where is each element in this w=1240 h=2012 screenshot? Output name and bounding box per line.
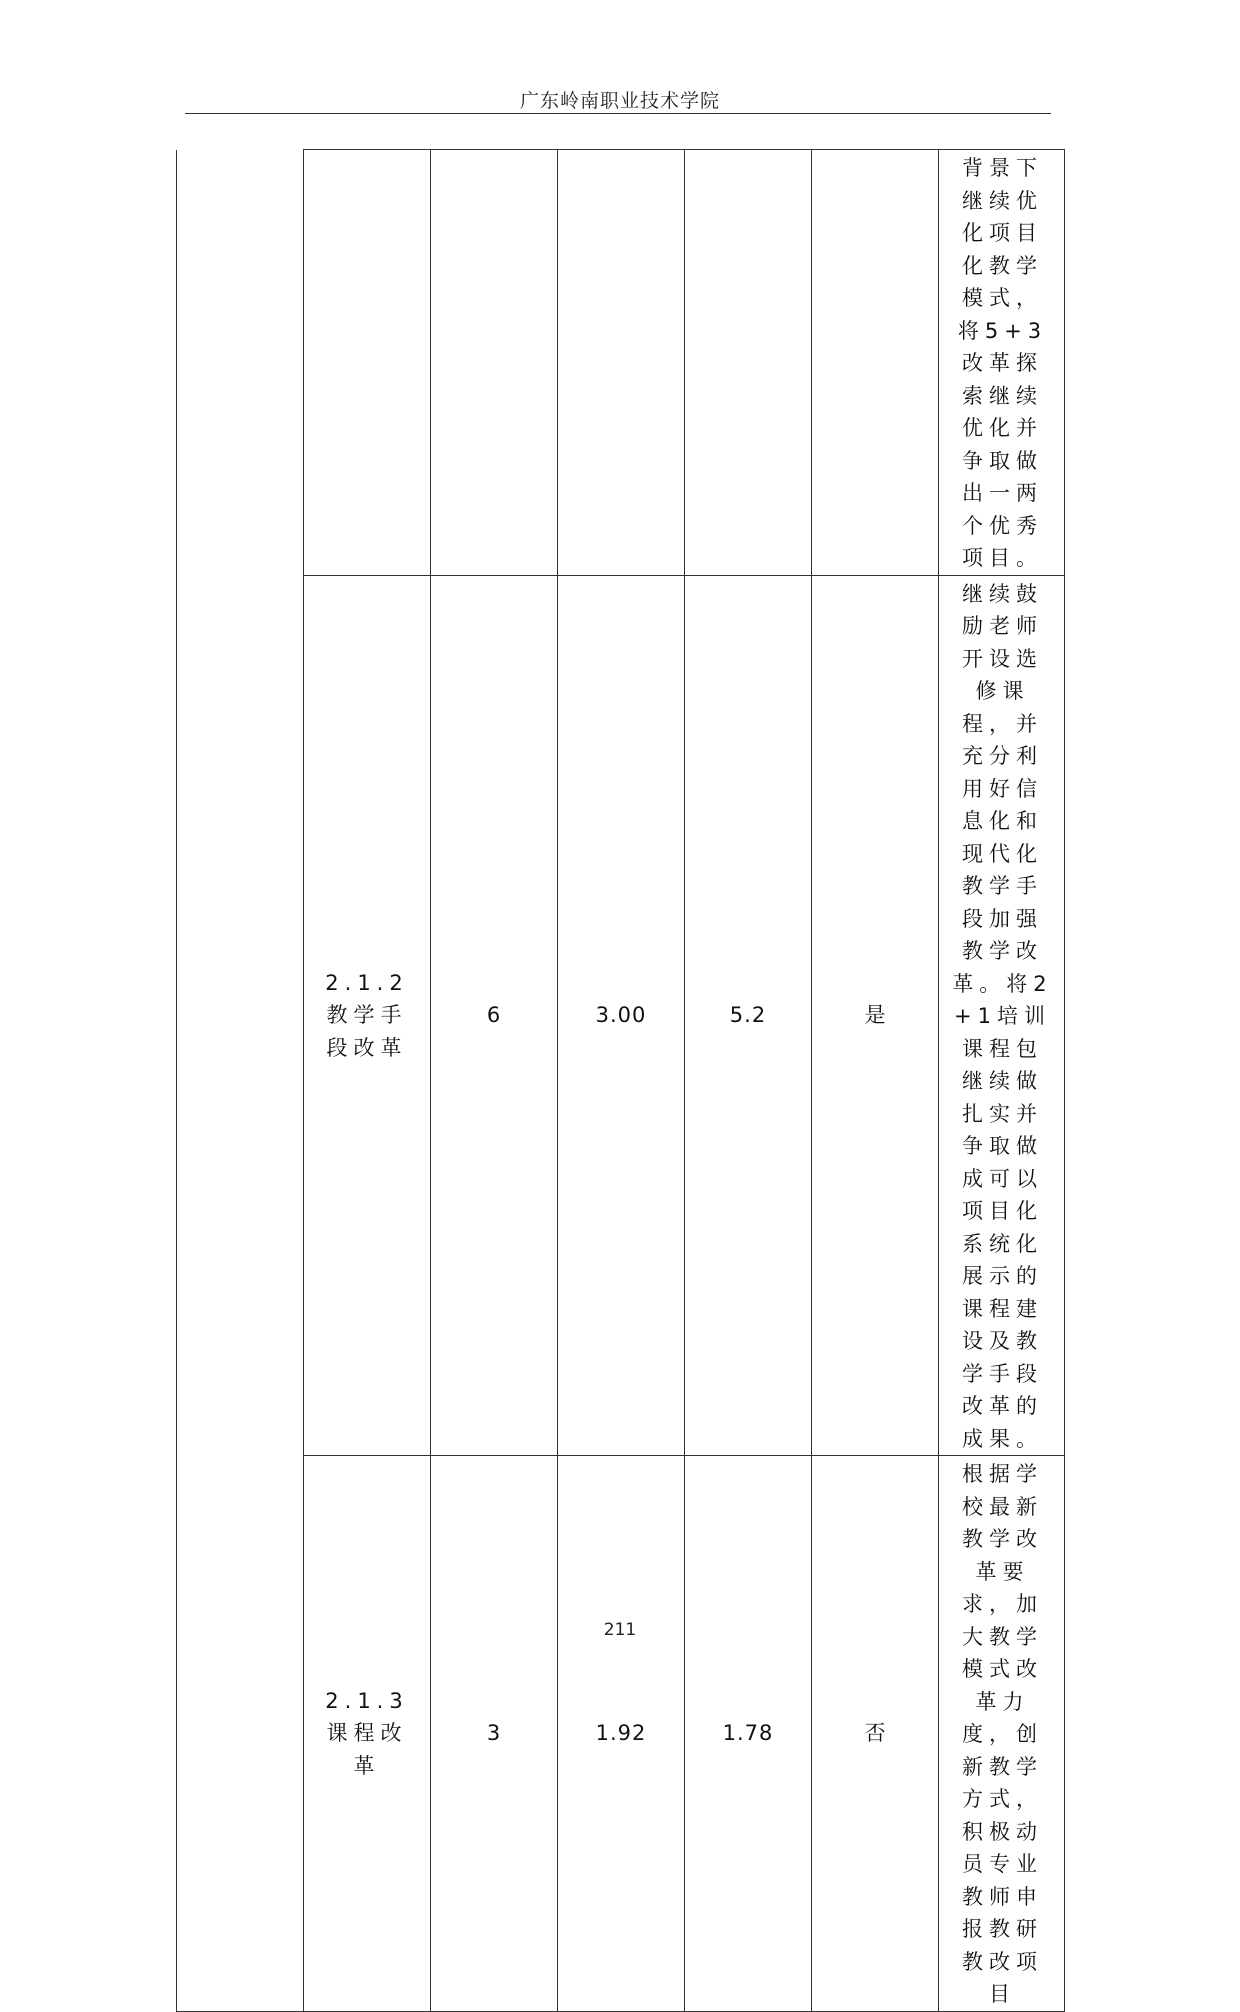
item-cell: 2.1.3课程改革 [304,1456,431,2012]
note-cell: 背景下继续优化项目化教学模式，将5+3改革探索继续优化并争取做出一两个优秀项目。 [939,150,1065,576]
target-cell [431,150,558,576]
note-cell: 继续鼓励老师开设选修课程，并充分利用好信息化和现代化教学手段加强教学改革。将2+1培训课程包继续做扎实并争取做成可以项目化系统化展示的课程建设及教学手段改革的成果。 [939,575,1065,1456]
item-cell [304,150,431,576]
value-a-cell: 3.00 [558,575,685,1456]
report-table [176,149,1065,2012]
value-b-cell [685,150,812,576]
value-a-cell [558,150,685,576]
table-row [177,1456,1065,2012]
target-cell: 6 [431,575,558,1456]
table-row [177,150,1065,576]
achieved-cell: 是 [812,575,939,1456]
achieved-cell [812,150,939,576]
note-cell: 根据学校最新教学改革要求，加大教学模式改革力度，创新教学方式，积极动员专业教师申报教研教改项目 [939,1456,1065,2012]
value-b-cell: 5.2 [685,575,812,1456]
target-cell: 3 [431,1456,558,2012]
category-cell [177,150,304,2012]
document-header-title: 广东岭南职业技术学院 [519,90,720,112]
table-row [177,575,1065,1456]
header-divider [185,113,1051,114]
achieved-cell: 否 [812,1456,939,2012]
page-number: 211 [603,1620,637,1640]
value-a-cell: 1.92 [558,1456,685,2012]
value-b-cell: 1.78 [685,1456,812,2012]
item-cell: 2.1.2教学手段改革 [304,575,431,1456]
